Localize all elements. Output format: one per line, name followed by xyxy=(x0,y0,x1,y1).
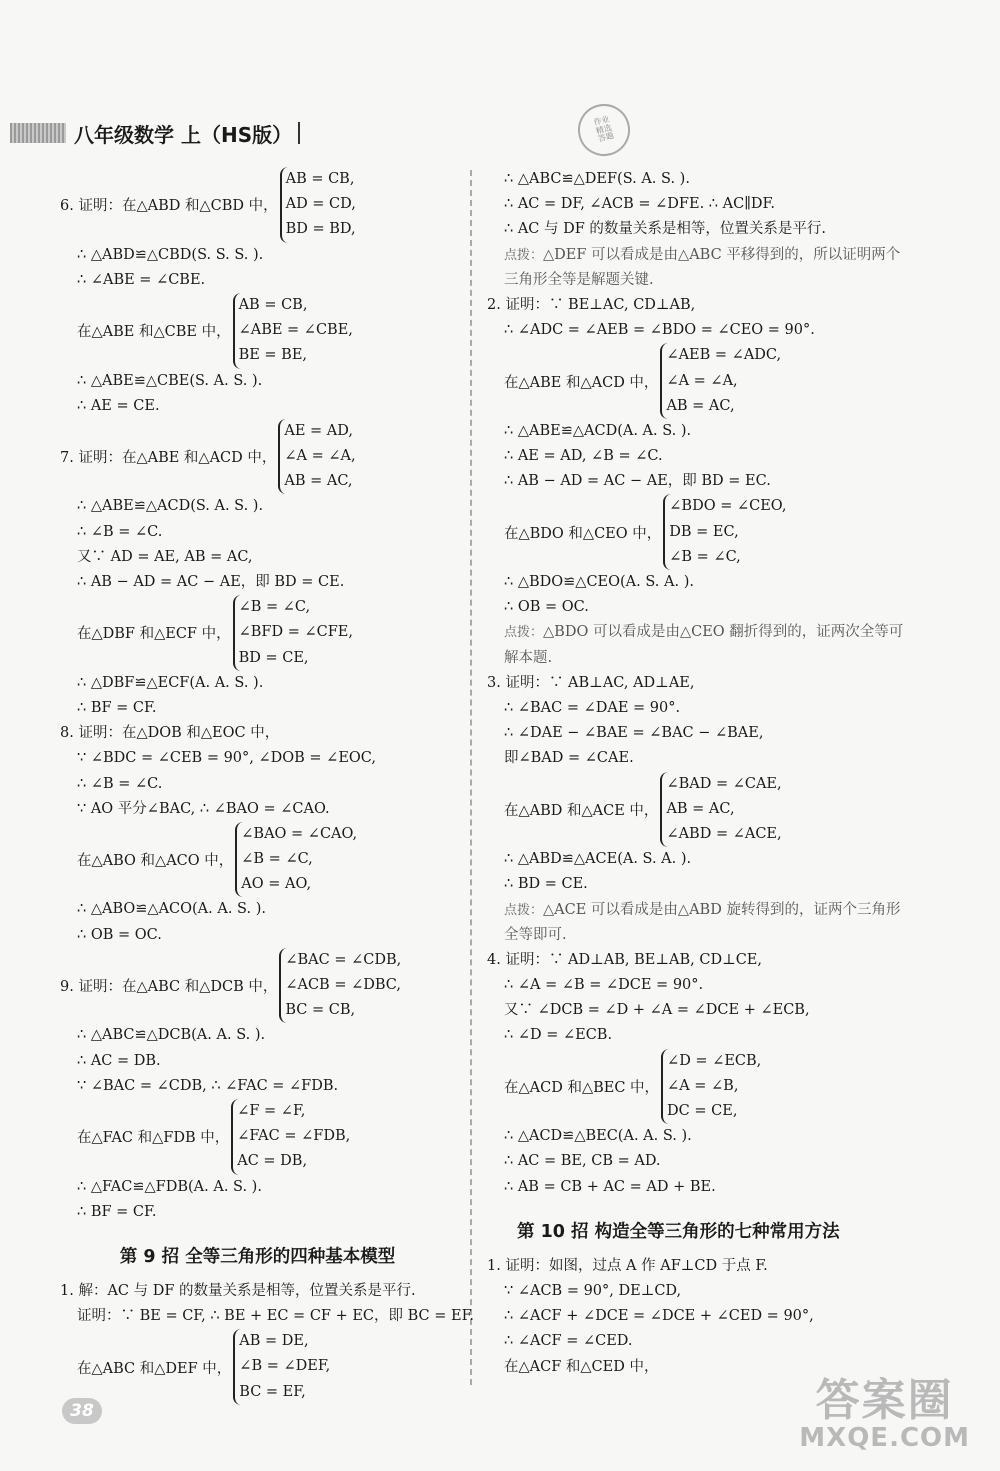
column-divider xyxy=(470,170,472,1385)
brace-system xyxy=(235,822,357,898)
proof-line: ∴ △ABC≌△DEF(S. A. S. ). xyxy=(504,171,690,187)
proof-line: ∴ AB − AD = AC − AE，即 BD = CE. xyxy=(77,574,345,590)
header-title: 八年级数学 上（HS版） xyxy=(74,122,293,147)
proof-line: 又∵ ∠DCB = ∠D + ∠A = ∠DCE + ∠ECB, xyxy=(504,1002,810,1019)
proof-line: ∴ AE = CE. xyxy=(77,397,160,414)
section-title-10: 第 10 招 构造全等三角形的七种常用方法 xyxy=(517,1221,840,1242)
system-line: DC = CE, xyxy=(667,1103,738,1120)
system-block xyxy=(487,494,907,570)
system-line: ∠B = ∠C, xyxy=(241,851,313,868)
brace-system xyxy=(661,1049,761,1125)
proof-line: ∴ ∠DAE − ∠BAE = ∠BAC − ∠BAE, xyxy=(504,725,764,742)
proof-line: ∴ △FAC≌△FDB(A. A. S. ). xyxy=(77,1178,262,1195)
system-line: AD = CD, xyxy=(285,196,356,213)
system-line: AC = DB, xyxy=(237,1153,308,1170)
proof-line: ∴ AC = DF, ∠ACB = ∠DFE. ∴ AC∥DF. xyxy=(504,196,775,213)
brace-system xyxy=(660,772,781,848)
question-lead: 4. 证明：∵ AD⊥AB, BE⊥AB, CD⊥CE, xyxy=(487,951,762,968)
brace-system xyxy=(233,293,353,369)
system-block xyxy=(487,343,907,419)
proof-line: 在△ACF 和△CED 中， xyxy=(504,1358,659,1375)
proof-line: ∴ △ABC≌△DCB(A. A. S. ). xyxy=(77,1027,266,1044)
system-line: DB = EC, xyxy=(669,523,739,540)
proof-line: ∴ AB − AD = AC − AE，即 BD = EC. xyxy=(504,473,771,490)
question-lead: 9. 证明：在△ABC 和△DCB 中， xyxy=(60,979,278,996)
question-lead: 7. 证明：在△ABE 和△ACD 中， xyxy=(60,450,277,467)
question-lead: 6. 证明：在△ABD 和△CBD 中， xyxy=(60,198,278,215)
proof-line: 即∠BAD = ∠CAE. xyxy=(504,750,634,767)
system-lead: 在△ABE 和△ACD 中， xyxy=(504,374,659,391)
proof-line: ∴ △ABE≌△CBE(S. A. S. ). xyxy=(77,372,263,389)
brace-system xyxy=(231,1099,350,1175)
hint-text: △BDO 可以看成是由△CEO 翻折得到的，证两次全等可解本题. xyxy=(504,624,904,666)
proof-line: ∴ △ABE≌△ACD(S. A. S. ). xyxy=(77,498,264,515)
proof-line: ∴ △ACD≌△BEC(A. A. S. ). xyxy=(504,1128,692,1145)
system-line: AB = AC, xyxy=(666,397,735,414)
system-block xyxy=(60,1099,455,1175)
system-line: ∠B = ∠C, xyxy=(669,548,741,565)
proof-line: ∴ △ABD≌△ACE(A. S. A. ). xyxy=(504,851,692,868)
question-lead: 3. 证明：∵ AB⊥AC, AD⊥AE, xyxy=(487,674,695,691)
proof-line: ∵ ∠BAC = ∠CDB, ∴ ∠FAC = ∠FDB. xyxy=(77,1077,339,1094)
proof-line: ∴ ∠ACF + ∠DCE = ∠DCE + ∠CED = 90°, xyxy=(504,1308,814,1325)
system-line: AB = AC, xyxy=(284,473,353,490)
proof-line: ∴ ∠D = ∠ECB. xyxy=(504,1027,613,1044)
system-block xyxy=(60,822,455,898)
proof-line: 又∵ AD = AE, AB = AC, xyxy=(77,548,253,565)
system-block xyxy=(60,419,455,495)
system-lead: 在△ABO 和△ACO 中， xyxy=(77,853,234,870)
system-line: ∠BAO = ∠CAO, xyxy=(241,825,358,842)
system-line: AO = AO, xyxy=(241,876,312,893)
system-line: ∠F = ∠F, xyxy=(237,1102,306,1119)
proof-line: ∵ ∠BDC = ∠CEB = 90°, ∠DOB = ∠EOC, xyxy=(77,750,376,767)
proof-line: ∴ ∠B = ∠C. xyxy=(77,523,163,540)
system-lead: 在△FAC 和△FDB 中， xyxy=(77,1130,230,1147)
proof-line: ∴ △BDO≌△CEO(A. S. A. ). xyxy=(504,574,694,591)
system-line: BE = BE, xyxy=(238,347,308,364)
proof-line: ∴ OB = OC. xyxy=(77,926,162,943)
proof-line: ∵ AO 平分∠BAC, ∴ ∠BAO = ∠CAO. xyxy=(77,800,330,817)
system-line: AB = CB, xyxy=(285,171,355,187)
proof-line: ∵ ∠ACB = 90°, DE⊥CD, xyxy=(504,1282,682,1299)
system-line: BC = CB, xyxy=(285,1002,356,1019)
system-line: ∠A = ∠B, xyxy=(667,1077,739,1094)
system-lead: 在△ABE 和△CBE 中， xyxy=(77,324,231,341)
question-lead: 2. 证明：∵ BE⊥AC, CD⊥AB, xyxy=(487,296,696,313)
proof-line: ∴ BF = CF. xyxy=(77,1203,157,1220)
system-block xyxy=(60,167,455,243)
system-block xyxy=(487,772,907,848)
system-lead: 在△DBF 和△ECF 中， xyxy=(77,626,231,643)
system-line: ∠B = ∠C, xyxy=(238,599,311,616)
page-header xyxy=(10,118,300,148)
system-line: ∠ACB = ∠DBC, xyxy=(285,977,401,993)
brace-system xyxy=(279,948,401,1024)
section-title-9: 第 9 招 全等三角形的四种基本模型 xyxy=(119,1246,396,1267)
system-lead: 在△ABC 和△DEF 中， xyxy=(77,1360,232,1377)
system-line: AB = CB, xyxy=(238,296,308,313)
system-line: ∠BAD = ∠CAE, xyxy=(666,775,782,792)
proof-line: ∴ △ABE≌△ACD(A. A. S. ). xyxy=(504,422,692,439)
question-lead: 8. 证明：在△DOB 和△EOC 中， xyxy=(60,725,280,742)
system-block xyxy=(60,293,455,369)
hint-label: 点拨： xyxy=(504,902,544,918)
hint-paragraph xyxy=(487,898,907,948)
system-line: AE = AD, xyxy=(284,422,353,439)
proof-line: ∴ AE = AD, ∠B = ∠C. xyxy=(504,448,663,465)
proof-line: ∴ △ABO≌△ACO(A. A. S. ). xyxy=(77,901,266,918)
proof-line: ∴ AC 与 DF 的数量关系是相等，位置关系是平行. xyxy=(504,221,827,238)
system-line: ∠B = ∠DEF, xyxy=(239,1358,331,1375)
system-line: AB = AC, xyxy=(666,800,735,817)
hint-label: 点拨： xyxy=(504,247,544,263)
proof-line: ∴ ∠ABE = ∠CBE. xyxy=(77,271,206,288)
system-line: ∠BFD = ∠CFE, xyxy=(238,624,353,641)
hint-paragraph xyxy=(487,243,907,293)
proof-line: ∴ ∠A = ∠B = ∠DCE = 90°. xyxy=(504,977,704,994)
system-line: ∠BDO = ∠CEO, xyxy=(669,498,787,515)
hint-label: 点拨： xyxy=(504,625,544,641)
stamp-line: 答题 xyxy=(597,131,615,145)
brace-system xyxy=(233,1329,330,1405)
system-line: ∠ABE = ∠CBE, xyxy=(238,322,353,339)
system-lead: 在△BDO 和△CEO 中， xyxy=(504,525,662,542)
proof-line: ∴ BD = CE. xyxy=(504,876,588,893)
brace-system xyxy=(278,419,355,495)
proof-line: 证明：∵ BE = CF, ∴ BE + EC = CF + EC，即 BC = EF. xyxy=(77,1308,475,1325)
proof-line: ∴ AC = DB. xyxy=(77,1052,161,1069)
watermark-logo xyxy=(799,1375,970,1453)
system-block xyxy=(487,1049,907,1125)
proof-line: ∴ OB = OC. xyxy=(504,599,589,616)
system-lead: 在△ACD 和△BEC 中， xyxy=(504,1079,660,1096)
system-line: BD = CE, xyxy=(238,649,309,666)
system-line: BD = BD, xyxy=(285,221,356,238)
brace-system xyxy=(233,595,353,671)
system-line: ∠A = ∠A, xyxy=(284,448,356,465)
system-line: ∠A = ∠A, xyxy=(666,372,738,389)
system-lead: 在△ABD 和△ACE 中， xyxy=(504,802,659,819)
system-block xyxy=(60,595,455,671)
page-number: 38 xyxy=(62,1398,102,1424)
proof-line: ∴ ∠ACF = ∠CED. xyxy=(504,1333,633,1350)
hint-text: △DEF 可以看成是由△ABC 平移得到的，所以证明两个三角形全等是解题关键. xyxy=(504,246,901,288)
watermark-top: 答案圈 xyxy=(815,1375,954,1426)
brace-system xyxy=(280,167,356,243)
left-column xyxy=(60,167,475,1405)
hint-text: △ACE 可以看成是由△ABD 旋转得到的，证两个三角形全等即可. xyxy=(504,901,901,943)
right-column xyxy=(487,167,907,1380)
watermark-bottom: MXQE.COM xyxy=(799,1423,970,1453)
system-line: ∠AEB = ∠ADC, xyxy=(666,347,782,364)
system-block xyxy=(60,948,455,1024)
hint-paragraph xyxy=(487,620,907,670)
system-block xyxy=(60,1329,455,1405)
system-line: AB = DE, xyxy=(239,1333,309,1350)
header-decor-bar xyxy=(10,123,66,143)
proof-line: ∴ ∠ADC = ∠AEB = ∠BDO = ∠CEO = 90°. xyxy=(504,322,815,339)
stamp-line: 作业 xyxy=(592,114,611,128)
proof-line: ∴ AB = CB + AC = AD + BE. xyxy=(504,1178,716,1195)
system-line: ∠FAC = ∠FDB, xyxy=(237,1128,351,1145)
proof-line: ∴ AC = BE, CB = AD. xyxy=(504,1153,661,1170)
system-line: ∠BAC = ∠CDB, xyxy=(285,951,402,968)
header-rule xyxy=(298,122,300,144)
question-lead: 1. 解：AC 与 DF 的数量关系是相等，位置关系是平行. xyxy=(60,1282,416,1299)
proof-line: ∴ ∠B = ∠C. xyxy=(77,775,163,792)
system-line: ∠ABD = ∠ACE, xyxy=(666,825,782,842)
proof-line: ∴ △ABD≌△CBD(S. S. S. ). xyxy=(77,246,264,263)
system-line: BC = EF, xyxy=(239,1383,306,1400)
stamp-line: 精选 xyxy=(594,122,613,136)
stamp-logo xyxy=(572,98,636,162)
proof-line: ∴ △DBF≌△ECF(A. A. S. ). xyxy=(77,674,264,691)
proof-line: ∴ BF = CF. xyxy=(77,699,157,716)
question-lead: 1. 证明：如图，过点 A 作 AF⊥CD 于点 F. xyxy=(487,1257,768,1274)
system-line: ∠D = ∠ECB, xyxy=(667,1052,762,1069)
brace-system xyxy=(663,494,786,570)
proof-line: ∴ ∠BAC = ∠DAE = 90°. xyxy=(504,700,681,716)
brace-system xyxy=(660,343,781,419)
